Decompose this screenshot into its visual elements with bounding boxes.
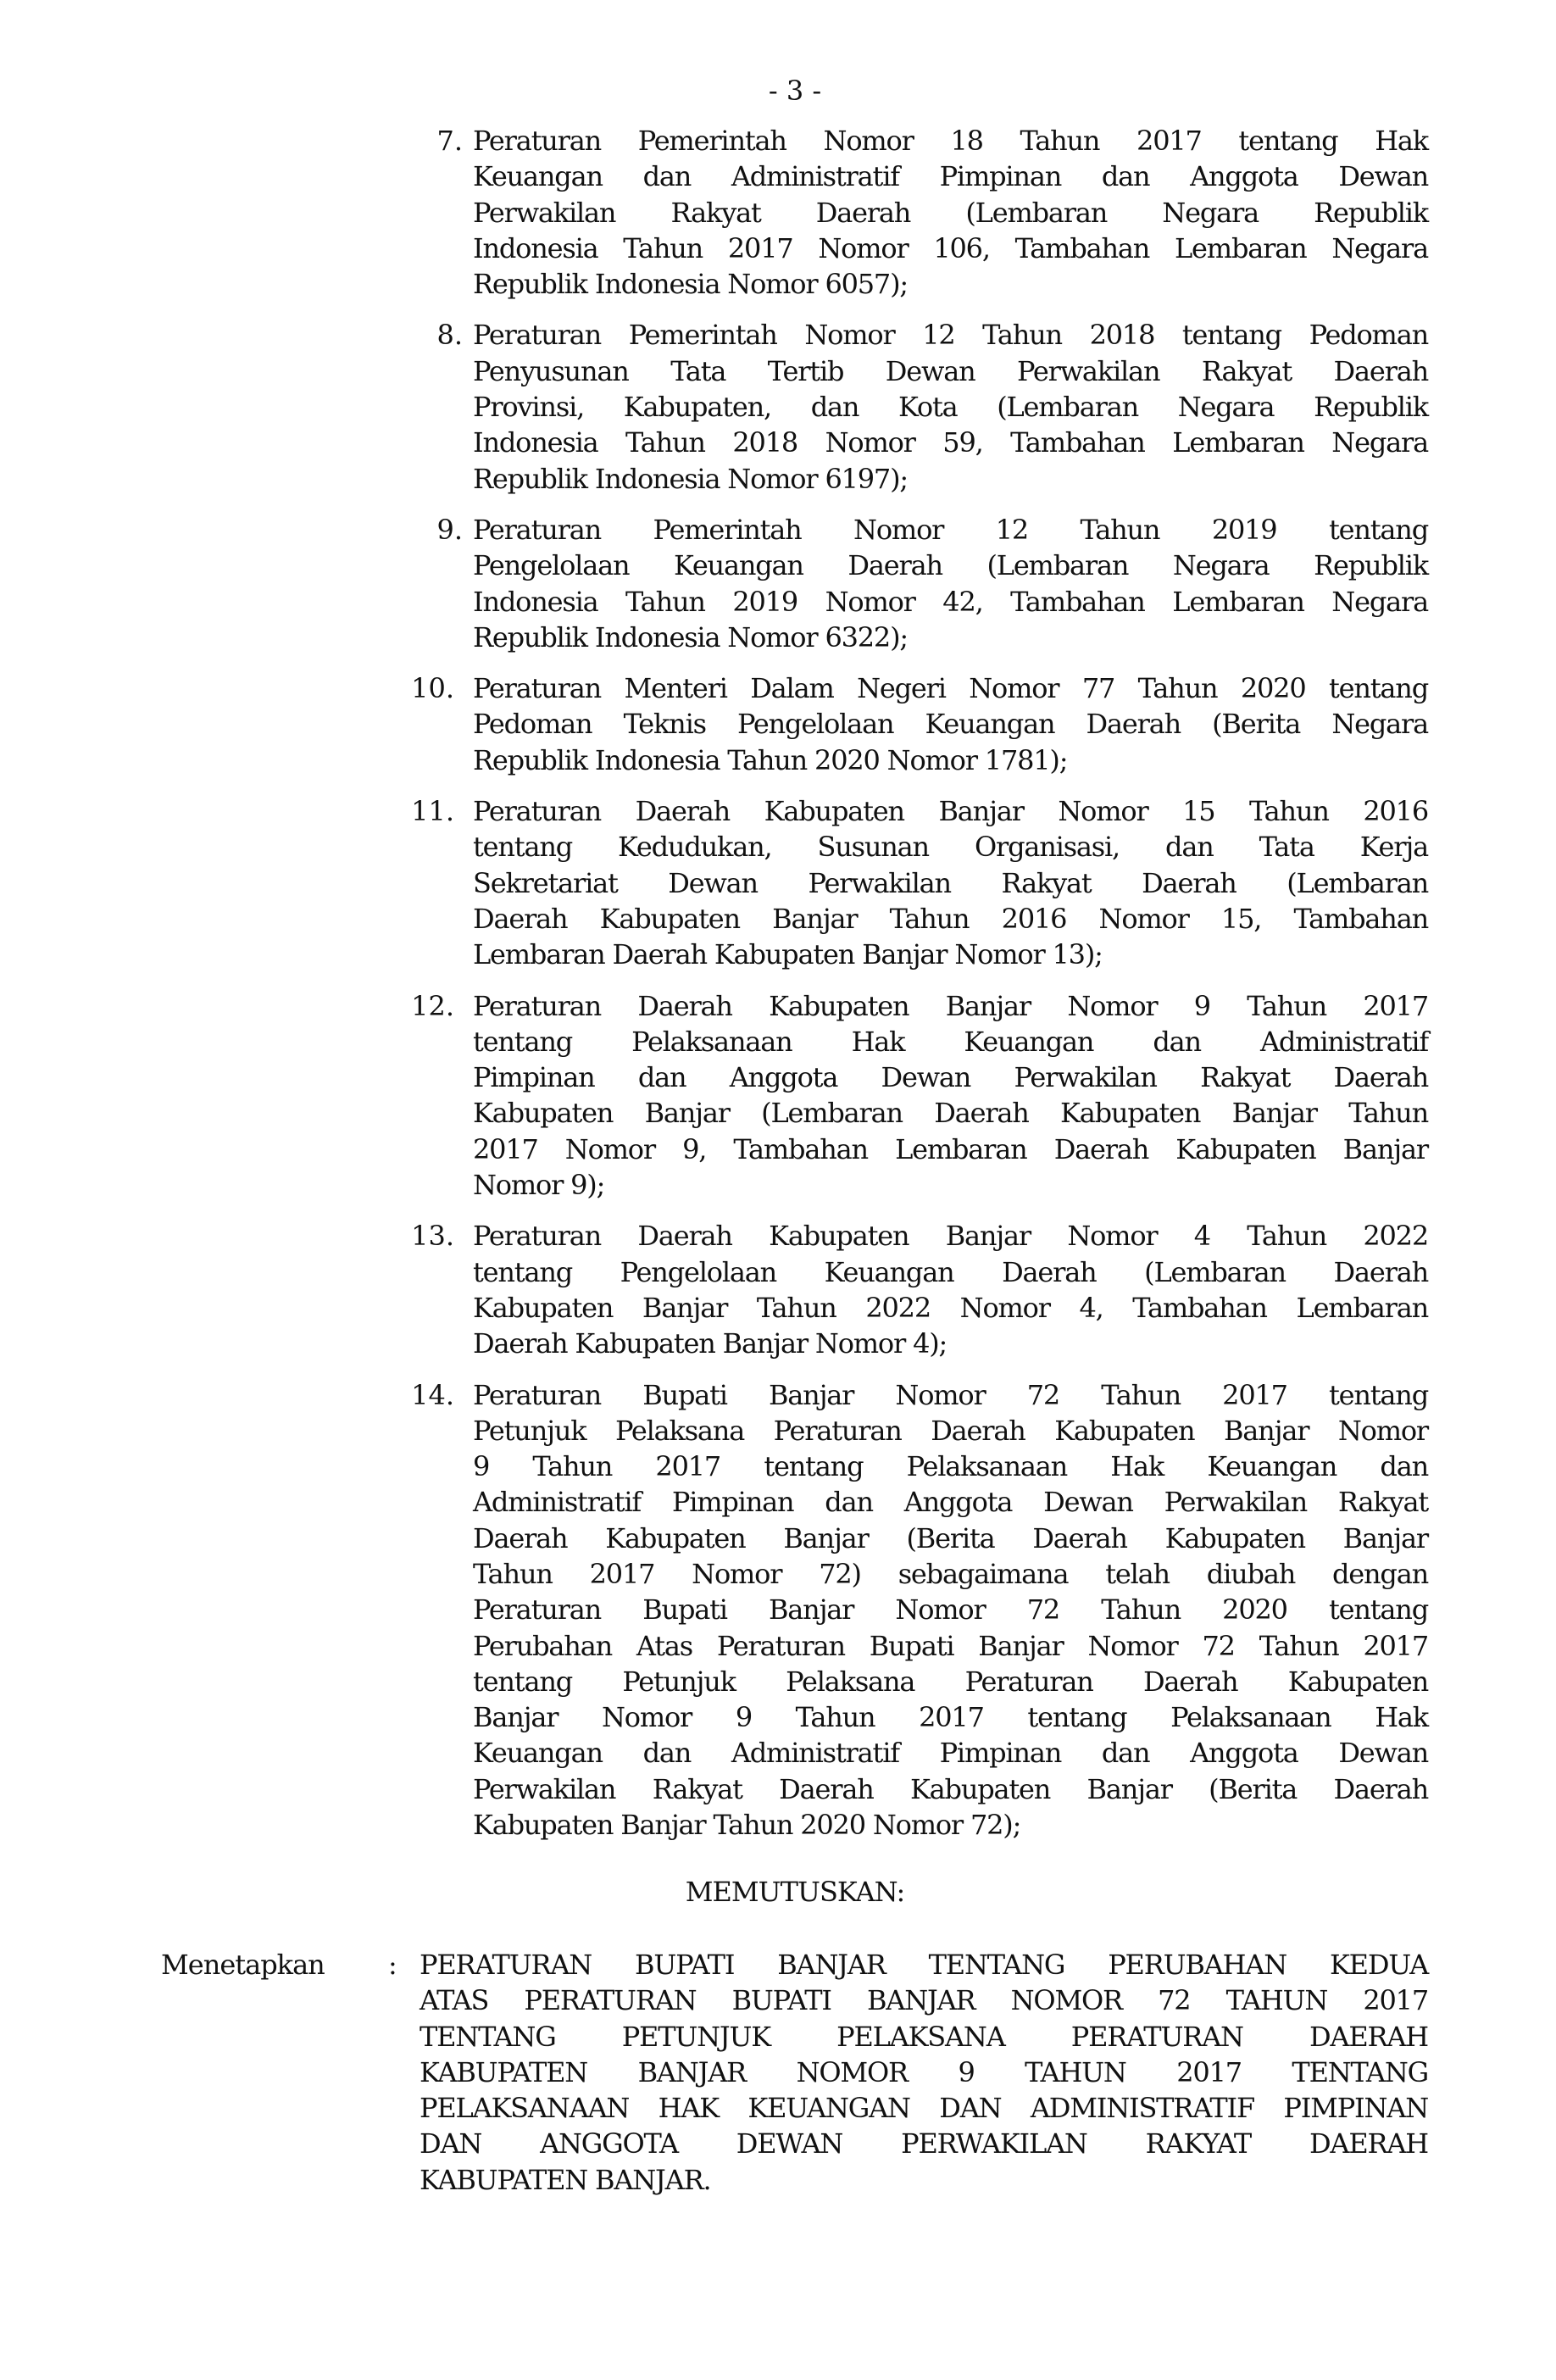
text-line: tentang Kedudukan, Susunan Organisasi, dan Tata Kerja [473, 831, 1428, 864]
text-line: Republik Indonesia Nomor 6197); [473, 462, 908, 495]
text-line: Daerah Kabupaten Banjar (Berita Daerah Kabupaten Banjar [473, 1521, 1428, 1554]
list-item [407, 670, 1428, 778]
decree-text-line: PERATURAN BUPATI BANJAR TENTANG PERUBAHAN KEDUA [420, 1949, 1428, 1981]
list-item [407, 1377, 1428, 1843]
text-line: Daerah Kabupaten Banjar Tahun 2016 Nomor 15, Tambahan [473, 902, 1428, 935]
text-line: Keuangan dan Administratif Pimpinan dan Anggota Dewan [473, 1737, 1428, 1770]
list-item-number: 14. [411, 1378, 454, 1411]
text-line: Peraturan Daerah Kabupaten Banjar Nomor 4 Tahun 2022 [473, 1220, 1428, 1253]
text-line: Pengelolaan Keuangan Daerah (Lembaran Negara Republik [473, 549, 1428, 582]
decree-text [420, 1947, 1428, 2198]
text-line: Peraturan Pemerintah Nomor 18 Tahun 2017 tentang Hak [473, 125, 1428, 157]
list-item [407, 793, 1428, 972]
text-line: Indonesia Tahun 2017 Nomor 106, Tambahan Lembaran Negara [473, 231, 1428, 264]
text-line: Daerah Kabupaten Banjar Nomor 4); [473, 1327, 947, 1360]
decree-colon: : [388, 1949, 397, 1981]
text-line: Keuangan dan Administratif Pimpinan dan Anggota Dewan [473, 160, 1428, 193]
text-line: tentang Pengelolaan Keuangan Daerah (Lembaran Daerah [473, 1255, 1428, 1288]
text-line: Provinsi, Kabupaten, dan Kota (Lembaran Negara Republik [473, 391, 1428, 424]
list-item-text [473, 512, 1428, 655]
text-line: Nomor 9); [473, 1169, 605, 1202]
list-item-number: 12. [411, 989, 454, 1022]
text-line: Perwakilan Rakyat Daerah Kabupaten Banjar (Berita Daerah [473, 1772, 1428, 1805]
list-item-text [473, 317, 1428, 496]
text-line: Perubahan Atas Peraturan Bupati Banjar Nomor 72 Tahun 2017 [473, 1629, 1428, 1662]
text-line: Sekretariat Dewan Perwakilan Rakyat Daerah (Lembaran [473, 866, 1428, 899]
list-item-text [473, 1377, 1428, 1843]
decree-text-line: DAN ANGGOTA DEWAN PERWAKILAN RAKYAT DAERAH [420, 2127, 1428, 2160]
text-line: Pedoman Teknis Pengelolaan Keuangan Daerah (Berita Negara [473, 708, 1428, 741]
text-line: Penyusunan Tata Tertib Dewan Perwakilan Rakyat Daerah [473, 354, 1428, 387]
list-item-number: 8. [436, 319, 463, 352]
text-line: Kabupaten Banjar Tahun 2020 Nomor 72); [473, 1809, 1021, 1842]
text-line: Pimpinan dan Anggota Dewan Perwakilan Rakyat Daerah [473, 1061, 1428, 1094]
page-number: - 3 - [768, 75, 822, 107]
list-item-text [473, 988, 1428, 1204]
text-line: 2017 Nomor 9, Tambahan Lembaran Daerah Kabupaten Banjar [473, 1132, 1428, 1165]
list-item-text [473, 123, 1428, 302]
decree-label: Menetapkan [161, 1949, 325, 1981]
text-line: Republik Indonesia Nomor 6322); [473, 620, 908, 653]
list-item-number: 7. [436, 125, 463, 157]
text-line: Peraturan Daerah Kabupaten Banjar Nomor 15 Tahun 2016 [473, 795, 1428, 828]
text-line: Peraturan Pemerintah Nomor 12 Tahun 2018 tentang Pedoman [473, 319, 1428, 352]
text-line: Republik Indonesia Nomor 6057); [473, 268, 908, 301]
text-line: Tahun 2017 Nomor 72) sebagaimana telah diubah dengan [473, 1557, 1428, 1590]
text-line: Administratif Pimpinan dan Anggota Dewan Perwakilan Rakyat [473, 1486, 1428, 1519]
text-line: Republik Indonesia Tahun 2020 Nomor 1781); [473, 743, 1068, 776]
text-line: Peraturan Daerah Kabupaten Banjar Nomor 9 Tahun 2017 [473, 989, 1428, 1022]
list-item [407, 512, 1428, 655]
list-item [407, 1218, 1428, 1361]
list-item-number: 13. [411, 1220, 454, 1253]
list-item-number: 11. [411, 795, 454, 828]
text-line: tentang Pelaksanaan Hak Keuangan dan Administratif [473, 1025, 1428, 1058]
text-line: 9 Tahun 2017 tentang Pelaksanaan Hak Keuangan dan [473, 1450, 1428, 1483]
text-line: Kabupaten Banjar Tahun 2022 Nomor 4, Tambahan Lembaran [473, 1291, 1428, 1324]
list-item [407, 988, 1428, 1204]
legal-basis-list [407, 123, 1428, 1858]
section-heading: MEMUTUSKAN: [685, 1876, 905, 1908]
list-item-number: 9. [436, 513, 463, 546]
list-item-number: 10. [411, 672, 454, 705]
decree-text-line: KABUPATEN BANJAR. [420, 2163, 711, 2196]
text-line: Peraturan Bupati Banjar Nomor 72 Tahun 2017 tentang [473, 1378, 1428, 1411]
text-line: Indonesia Tahun 2019 Nomor 42, Tambahan Lembaran Negara [473, 585, 1428, 618]
text-line: Kabupaten Banjar (Lembaran Daerah Kabupaten Banjar Tahun [473, 1097, 1428, 1130]
text-line: Petunjuk Pelaksana Peraturan Daerah Kabupaten Banjar Nomor [473, 1414, 1428, 1447]
text-line: tentang Petunjuk Pelaksana Peraturan Daerah Kabupaten [473, 1665, 1428, 1698]
text-line: Perwakilan Rakyat Daerah (Lembaran Negara Republik [473, 196, 1428, 229]
list-item [407, 123, 1428, 302]
list-item-text [473, 1218, 1428, 1361]
decree-text-line: KABUPATEN BANJAR NOMOR 9 TAHUN 2017 TENTANG [420, 2055, 1428, 2088]
decree-text-line: PELAKSANAAN HAK KEUANGAN DAN ADMINISTRATIF PIMPINAN [420, 2092, 1428, 2125]
text-line: Peraturan Bupati Banjar Nomor 72 Tahun 2020 tentang [473, 1593, 1428, 1627]
decree-text-line: TENTANG PETUNJUK PELAKSANA PERATURAN DAERAH [420, 2020, 1428, 2053]
list-item-text [473, 793, 1428, 972]
text-line: Indonesia Tahun 2018 Nomor 59, Tambahan Lembaran Negara [473, 426, 1428, 459]
text-line: Peraturan Pemerintah Nomor 12 Tahun 2019 tentang [473, 513, 1428, 546]
text-line: Lembaran Daerah Kabupaten Banjar Nomor 13); [473, 938, 1103, 971]
list-item [407, 317, 1428, 496]
list-item-text [473, 670, 1428, 778]
text-line: Banjar Nomor 9 Tahun 2017 tentang Pelaksanaan Hak [473, 1701, 1428, 1734]
decree-text-line: ATAS PERATURAN BUPATI BANJAR NOMOR 72 TAHUN 2017 [420, 1984, 1428, 2017]
text-line: Peraturan Menteri Dalam Negeri Nomor 77 Tahun 2020 tentang [473, 672, 1428, 705]
